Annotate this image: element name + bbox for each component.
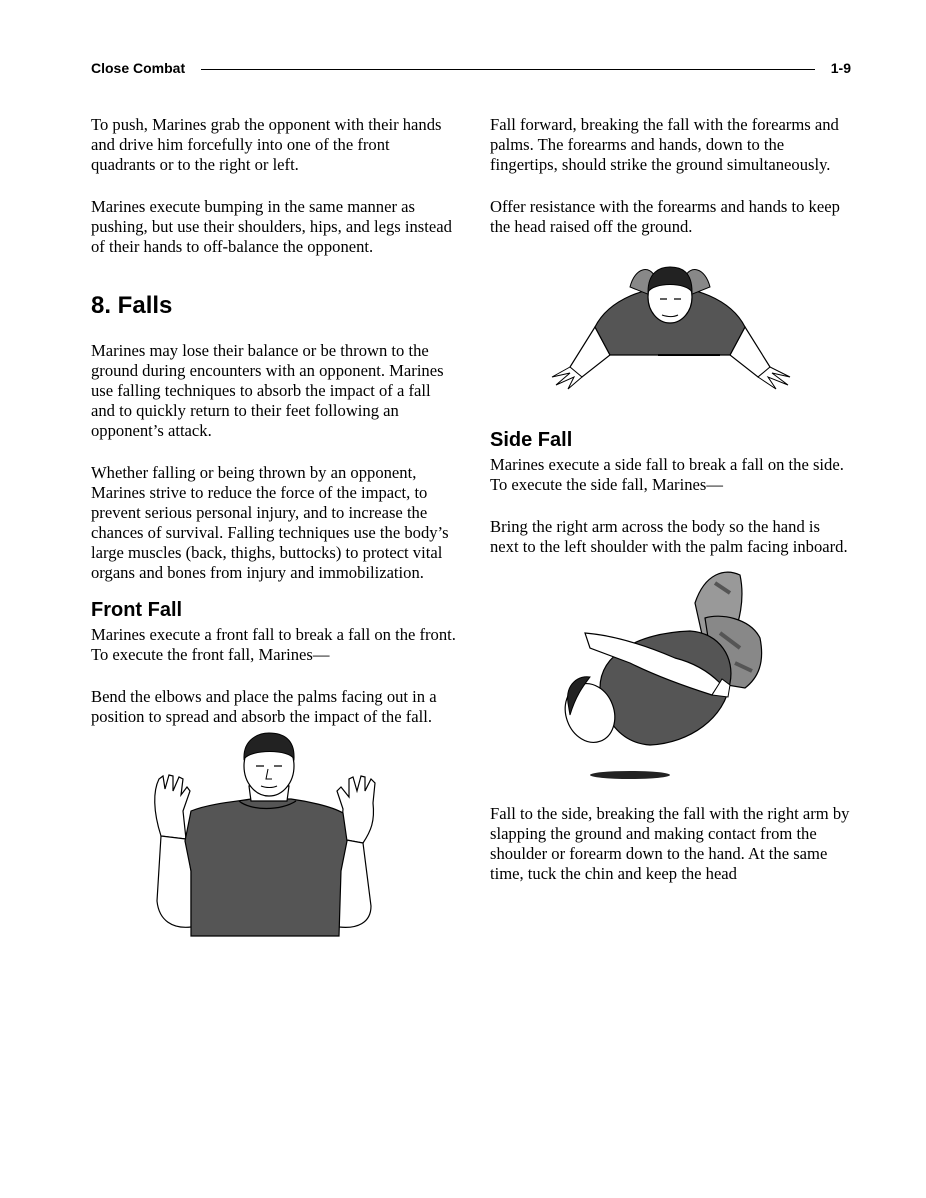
subheading-front-fall: Front Fall [91,599,183,621]
front-fall-landing-figure [490,247,852,407]
header-rule [201,69,815,70]
right-column [490,115,852,906]
side-fall-step-2: Fall to the side, breaking the fall with the right arm by slapping the ground and making contact from the shoulder or forearm down to the hand. At the same time, tuck the chin and keep the head [490,804,850,883]
front-fall-ready-figure [91,731,456,946]
side-fall-intro: Marines execute a side fall to break a fall on the side. To execute the side fall, Marines— [490,455,844,494]
falls-purpose-paragraph: Whether falling or being thrown by an opponent, Marines strive to reduce the force of the impact, to prevent serious personal injury, and to increase the chances of survival. Falling techniques use the body’s large muscles (back, thighs, buttocks) to protect vital organs and bones from injury and immobilization. [91,463,449,582]
bumping-paragraph: Marines execute bumping in the same manner as pushing, but use their shoulders, hips, and legs instead of their hands to off-balance the opponent. [91,197,452,256]
push-paragraph: To push, Marines grab the opponent with their hands and drive him forcefully into one of the front quadrants or to the right or left. [91,115,442,174]
front-fall-step-3: Offer resistance with the forearms and hands to keep the head raised off the ground. [490,197,840,236]
front-fall-intro: Marines execute a front fall to break a fall on the front. To execute the front fall, Marines— [91,625,456,664]
side-fall-figure [490,563,852,788]
page-number: 1-9 [830,60,851,76]
left-column [91,115,456,946]
subheading-side-fall: Side Fall [490,429,573,451]
section-heading-falls: 8. Falls [91,292,173,319]
side-fall-step-1: Bring the right arm across the body so the hand is next to the left shoulder with the palm facing inboard. [490,517,848,556]
front-fall-step-1: Bend the elbows and place the palms facing out in a position to spread and absorb the impact of the fall. [91,687,437,726]
running-title: Close Combat [91,60,186,76]
running-header [91,60,851,80]
front-fall-step-2: Fall forward, breaking the fall with the forearms and palms. The forearms and hands, down to the fingertips, should strike the ground simultaneously. [490,115,839,174]
falls-intro-paragraph: Marines may lose their balance or be thrown to the ground during encounters with an opponent. Marines use falling techniques to absorb the impact of a fall and to quickly return to their feet following an opponent’s attack. [91,341,444,440]
